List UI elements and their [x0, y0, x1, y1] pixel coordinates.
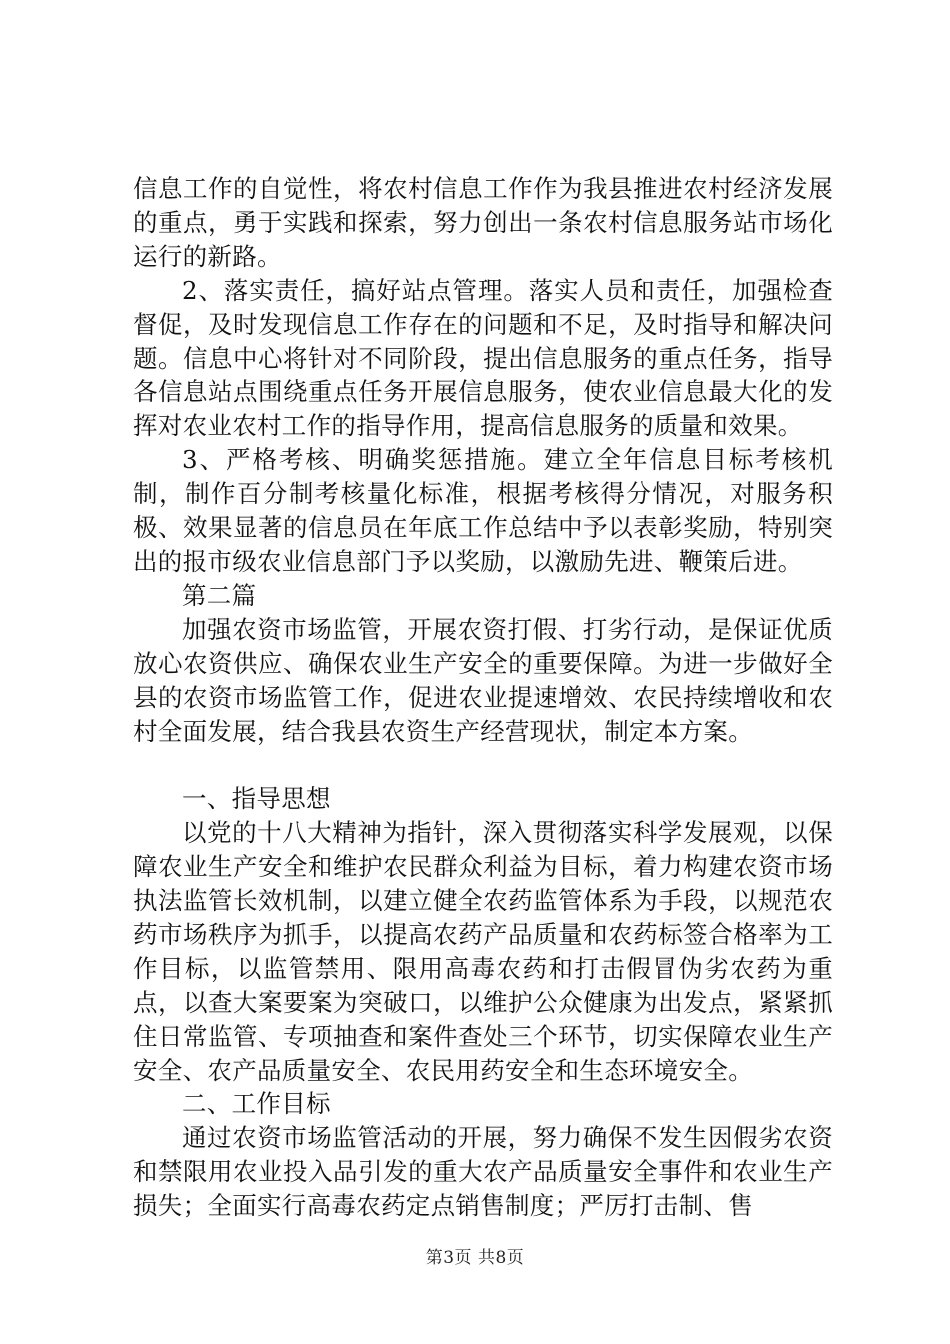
heading-guiding-ideology: 一、指导思想	[182, 784, 331, 814]
paragraph-guiding-ideology: 以党的十八大精神为指针，深入贯彻落实科学发展观，以保障农业生产安全和维护农民群众利益为目标，着力构建农资市场执法监管长效机制，以建立健全农药监管体系为手段，以规范农药市场秩序为抓手，以提高农药产品质量和农药标签合格率为工作目标，以监管禁用、限用高毒农药和打击假冒伪劣农药为重点，以查大案要案为突破口，以维护公众健康为出发点，紧紧抓住日常监管、专项抽查和案件查处三个环节，切实保障农业生产安全、农产品质量安全、农民用药安全和生态环境安全。	[133, 818, 833, 1085]
section-heading-part-two: 第二篇	[182, 580, 257, 610]
paragraph-item-3: 3、严格考核、明确奖惩措施。建立全年信息目标考核机制，制作百分制考核量化标准，根据考核得分情况，对服务积极、效果显著的信息员在年底工作总结中予以表彰奖励，特别突出的报市级农业信息部门予以奖励，以激励先进、鞭策后进。	[133, 445, 833, 576]
heading-work-goals: 二、工作目标	[182, 1089, 331, 1119]
paragraph-item-2: 2、落实责任，搞好站点管理。落实人员和责任，加强检查督促，及时发现信息工作存在的问题和不足，及时指导和解决问题。信息中心将针对不同阶段，提出信息服务的重点任务，指导各信息站点围绕重点任务开展信息服务，使农业信息最大化的发挥对农业农村工作的指导作用，提高信息服务的质量和效果。	[133, 275, 833, 441]
page-number-footer: 第3页 共8页	[425, 1248, 525, 1268]
paragraph-continuation: 信息工作的自觉性，将农村信息工作作为我县推进农村经济发展的重点，勇于实践和探索，努力创出一条农村信息服务站市场化运行的新路。	[133, 174, 833, 271]
blank-line	[133, 748, 833, 782]
document-body	[133, 172, 833, 1223]
paragraph-work-goals: 通过农资市场监管活动的开展，努力确保不发生因假劣农资和禁限用农业投入品引发的重大农产品质量安全事件和农业生产损失；全面实行高毒农药定点销售制度；严厉打击制、售	[133, 1123, 833, 1221]
paragraph-intro: 加强农资市场监管，开展农资打假、打劣行动，是保证优质放心农资供应、确保农业生产安全的重要保障。为进一步做好全县的农资市场监管工作，促进农业提速增效、农民持续增收和农村全面发展，结合我县农资生产经营现状，制定本方案。	[133, 614, 833, 746]
